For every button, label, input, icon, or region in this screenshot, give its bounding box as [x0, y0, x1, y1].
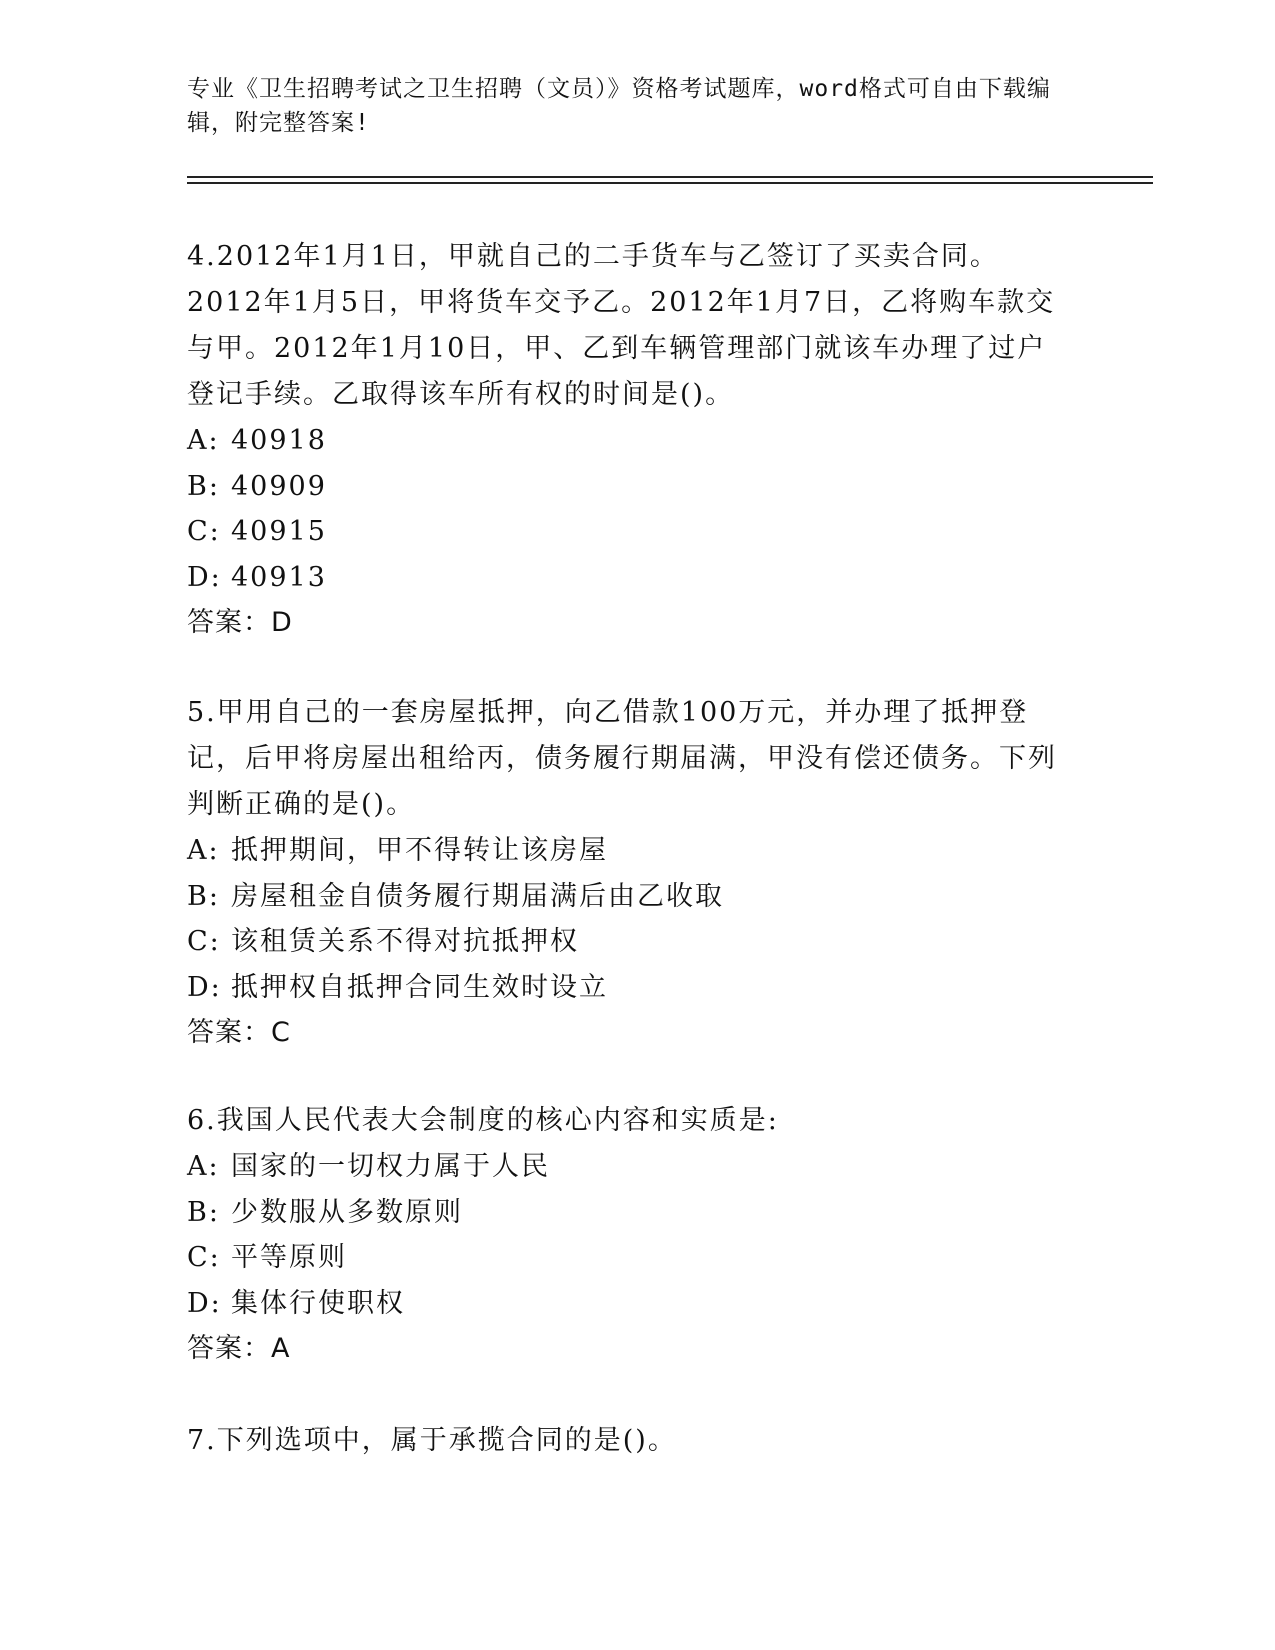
option-text: 该租赁关系不得对抗抵押权: [231, 926, 579, 957]
option-text: 40909: [231, 470, 327, 502]
document-header: 专业《卫生招聘考试之卫生招聘（文员）》资格考试题库，word格式可自由下载编辑，附完整答案!: [187, 76, 1051, 136]
answer: 答案：D: [187, 607, 293, 638]
option-text: 房屋租金自债务履行期届满后由乙收取: [231, 880, 724, 912]
option-c: [187, 509, 1087, 555]
option-b: [187, 874, 1087, 920]
option-label: D:: [187, 1287, 222, 1319]
option-label: A:: [187, 1151, 220, 1182]
option-text: 40913: [231, 561, 327, 593]
option-label: C:: [187, 516, 221, 547]
option-label: D:: [187, 561, 222, 593]
option-text: 40918: [231, 425, 327, 456]
option-a: [187, 418, 1087, 464]
question-stem: 6.我国人民代表大会制度的核心内容和实质是:: [187, 1105, 779, 1136]
question-4: [187, 234, 1087, 646]
question-stem: 7.下列选项中，属于承揽合同的是()。: [187, 1425, 677, 1456]
option-d: [187, 1281, 1087, 1327]
option-label: B:: [187, 1196, 220, 1228]
option-text: 少数服从多数原则: [231, 1196, 463, 1228]
option-text: 平等原则: [231, 1242, 347, 1273]
header-divider-bottom: [187, 182, 1153, 184]
option-a: [187, 828, 1087, 874]
option-label: B:: [187, 470, 220, 502]
option-d: [187, 555, 1087, 601]
option-text: 40915: [231, 516, 327, 547]
option-c: [187, 919, 1087, 965]
option-label: A:: [187, 835, 220, 866]
question-stem: 5.甲用自己的一套房屋抵押，向乙借款100万元，并办理了抵押登记，后甲将房屋出租给丙，债务履行期届满，甲没有偿还债务。下列判断正确的是()。: [187, 697, 1057, 820]
option-label: B:: [187, 880, 220, 912]
option-label: A:: [187, 425, 220, 456]
question-7: [187, 1418, 1087, 1464]
option-text: 国家的一切权力属于人民: [231, 1151, 550, 1182]
question-stem: 4.2012年1月1日，甲就自己的二手货车与乙签订了买卖合同。2012年1月5日，甲将货车交予乙。2012年1月7日，乙将购车款交与甲。2012年1月10日，甲、乙到车辆管理部门就该车办理了过户登记手续。乙取得该车所有权的时间是()。: [187, 241, 1056, 410]
option-label: C:: [187, 926, 221, 957]
header-divider-top: [187, 176, 1153, 178]
option-b: [187, 1190, 1087, 1236]
question-5: [187, 690, 1087, 1056]
option-b: [187, 464, 1087, 510]
option-d: [187, 965, 1087, 1011]
option-label: C:: [187, 1242, 221, 1273]
option-label: D:: [187, 971, 222, 1003]
answer: 答案：C: [187, 1017, 291, 1048]
option-text: 抵押权自抵押合同生效时设立: [231, 971, 608, 1003]
question-6: [187, 1098, 1087, 1372]
option-text: 抵押期间，甲不得转让该房屋: [231, 835, 608, 866]
option-a: [187, 1144, 1087, 1190]
option-text: 集体行使职权: [231, 1287, 405, 1319]
answer: 答案：A: [187, 1333, 291, 1364]
option-c: [187, 1235, 1087, 1281]
